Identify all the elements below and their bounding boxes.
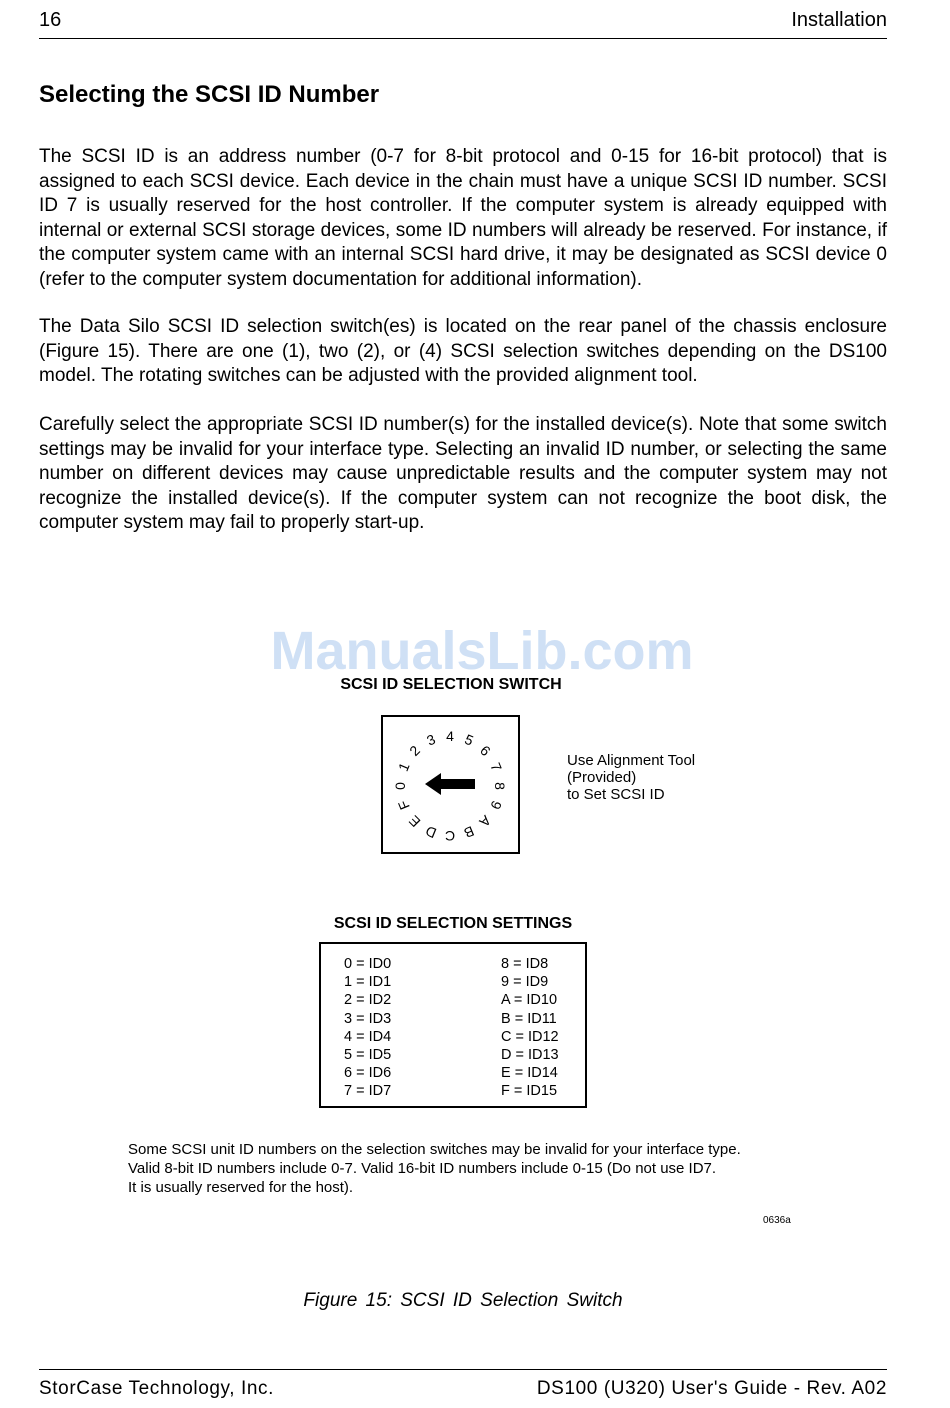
footer-divider [39, 1369, 887, 1370]
dial-label: E [405, 812, 424, 831]
setting-item: 5 = ID5 [344, 1047, 392, 1064]
figure-footnote [128, 1140, 741, 1197]
dial-label: 6 [476, 742, 494, 760]
setting-item: E = ID14 [501, 1065, 558, 1082]
alignment-note [567, 752, 695, 803]
dial-label: 9 [487, 798, 506, 812]
paragraph-switch-location: The Data Silo SCSI ID selection switch(es) is located on the rear panel of the chassis enclosure (Figure 15). There are one (1), two (2), or (4) SCSI selection switches depending on the DS100 model. The rotating switches can be adjusted with the provided alignment tool. [39, 316, 887, 386]
settings-column-right [501, 955, 559, 1101]
dial-label: F [394, 798, 413, 813]
paragraph-caution: Carefully select the appropriate SCSI ID number(s) for the installed device(s). Note that some switch settings may be invalid for your interface type. Selecting an invalid ID number, or selecting the same number on different devices may cause unpredictable results and the computer system may not recognize the installed device(s). If the computer system can not recognize the boot disk, the computer system may fail to properly start-up. [39, 414, 887, 533]
settings-column-left [344, 955, 391, 1101]
setting-item: 0 = ID0 [344, 956, 392, 972]
footer-company: StorCase Technology, Inc. [39, 1378, 275, 1399]
setting-item: 2 = ID2 [344, 992, 392, 1009]
dial-label: A [476, 812, 495, 831]
setting-item: C = ID12 [501, 1028, 559, 1045]
page-number: 16 [39, 9, 62, 31]
rotary-switch [381, 715, 520, 854]
setting-item: 9 = ID9 [501, 974, 549, 991]
dial-label: D [423, 822, 439, 842]
setting-item: 3 = ID3 [344, 1010, 392, 1027]
section-title: Installation [791, 9, 887, 31]
setting-item: 7 = ID7 [344, 1083, 392, 1100]
header-divider [39, 38, 887, 39]
footnote-line: Valid 8-bit ID numbers include 0-7. Valid 16-bit ID numbers include 0-15 (Do not use ID7. [128, 1160, 717, 1177]
note-line: to Set SCSI ID [567, 786, 665, 803]
paragraph-scsi-id: The SCSI ID is an address number (0-7 for 8-bit protocol and 0-15 for 16-bit protocol) that is assigned to each SCSI device. Each device in the chain must have a unique SCSI ID number. SCSI ID 7 is usually reserved for the host controller. If the computer system is already equipped with internal or external SCSI storage devices, some ID numbers will already be reserved. For instance, if the computer system came with an internal SCSI hard drive, it may be designated as SCSI device 0 (refer to the computer system documentation for additional information). [39, 146, 887, 290]
arrow-left-icon [425, 773, 475, 795]
settings-table [319, 942, 587, 1108]
dial-label: 0 [392, 782, 408, 790]
setting-item: D = ID13 [501, 1047, 559, 1064]
note-line: Use Alignment Tool [567, 752, 696, 769]
setting-item: 8 = ID8 [501, 956, 549, 972]
setting-item: 4 = ID4 [344, 1028, 392, 1045]
setting-item: B = ID11 [501, 1010, 557, 1027]
dial-label: 5 [462, 730, 476, 749]
dial-label: 4 [446, 728, 454, 744]
switch-title: SCSI ID SELECTION SWITCH [340, 676, 562, 693]
footnote-line: Some SCSI unit ID numbers on the selection switches may be invalid for your interface type. [128, 1141, 741, 1158]
dial-label: B [461, 823, 477, 842]
dial-label: C [444, 828, 456, 844]
setting-item: A = ID10 [501, 992, 558, 1009]
setting-item: 1 = ID1 [344, 974, 392, 991]
dial-label: 8 [492, 782, 508, 790]
dial-label: 1 [394, 760, 413, 774]
figure-caption: Figure 15: SCSI ID Selection Switch [303, 1290, 623, 1311]
figure-code: 0636a [763, 1215, 791, 1226]
settings-title: SCSI ID SELECTION SETTINGS [333, 915, 573, 932]
dial-label: 7 [487, 760, 506, 774]
rotary-dial [383, 717, 518, 852]
footnote-line: It is usually reserved for the host). [128, 1179, 354, 1196]
setting-item: 6 = ID6 [344, 1065, 392, 1082]
setting-item: F = ID15 [501, 1083, 558, 1100]
footer-guide: DS100 (U320) User's Guide - Rev. A02 [536, 1378, 887, 1399]
watermark: ManualsLib.com [270, 621, 694, 681]
page-title: Selecting the SCSI ID Number [39, 81, 380, 108]
dial-label: 2 [406, 742, 424, 760]
dial-label: 3 [424, 730, 438, 749]
note-line: (Provided) [567, 769, 637, 786]
